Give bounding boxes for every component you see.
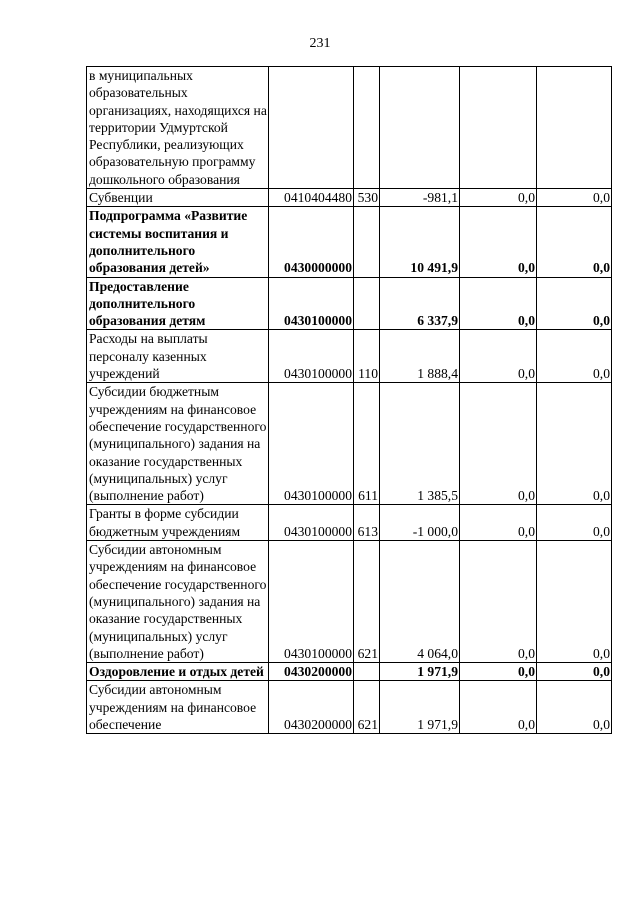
- row-value-2: 0,0: [460, 383, 537, 505]
- row-expense-type: [354, 207, 380, 277]
- row-value-2: 0,0: [460, 541, 537, 663]
- row-value-3: 0,0: [537, 505, 612, 541]
- row-code: 0410404480: [269, 189, 354, 207]
- row-name: Предоставление дополнительного образования детям: [87, 277, 269, 330]
- row-value-3: 0,0: [537, 189, 612, 207]
- table-row: [87, 505, 612, 541]
- row-code: 0430100000: [269, 277, 354, 330]
- row-value-3: 0,0: [537, 383, 612, 505]
- row-code: 0430100000: [269, 383, 354, 505]
- row-code: 0430200000: [269, 663, 354, 681]
- table-row: [87, 383, 612, 505]
- row-amount: 1 385,5: [380, 383, 460, 505]
- row-amount: 6 337,9: [380, 277, 460, 330]
- row-value-3: 0,0: [537, 541, 612, 663]
- row-name: Расходы на выплаты персоналу казенных учреждений: [87, 330, 269, 383]
- row-amount: -981,1: [380, 189, 460, 207]
- row-name: Подпрограмма «Развитие системы воспитания и дополнительного образования детей»: [87, 207, 269, 277]
- row-amount: 1 888,4: [380, 330, 460, 383]
- table-row: [87, 189, 612, 207]
- row-value-2: 0,0: [460, 330, 537, 383]
- row-value-2: [460, 67, 537, 189]
- row-value-2: 0,0: [460, 207, 537, 277]
- row-code: 0430100000: [269, 505, 354, 541]
- row-value-2: 0,0: [460, 663, 537, 681]
- row-amount: 1 971,9: [380, 681, 460, 734]
- row-amount: -1 000,0: [380, 505, 460, 541]
- row-value-3: 0,0: [537, 663, 612, 681]
- row-code: 0430100000: [269, 330, 354, 383]
- row-name: Оздоровление и отдых детей: [87, 663, 269, 681]
- table-row: [87, 663, 612, 681]
- row-value-2: 0,0: [460, 277, 537, 330]
- row-expense-type: 621: [354, 681, 380, 734]
- row-name: в муниципальных образовательных организациях, находящихся на территории Удмуртской Республики, реализующих образовательную программу дошкольного образования: [87, 67, 269, 189]
- row-expense-type: [354, 663, 380, 681]
- table-row: [87, 277, 612, 330]
- row-amount: 4 064,0: [380, 541, 460, 663]
- row-name: Субвенции: [87, 189, 269, 207]
- row-expense-type: 611: [354, 383, 380, 505]
- row-amount: 10 491,9: [380, 207, 460, 277]
- row-expense-type: 613: [354, 505, 380, 541]
- row-name: Гранты в форме субсидии бюджетным учреждениям: [87, 505, 269, 541]
- row-value-2: 0,0: [460, 681, 537, 734]
- row-name: Субсидии автономным учреждениям на финансовое обеспечение: [87, 681, 269, 734]
- row-code: 0430100000: [269, 541, 354, 663]
- row-value-3: 0,0: [537, 207, 612, 277]
- table-row: [87, 681, 612, 734]
- row-value-3: 0,0: [537, 330, 612, 383]
- row-value-3: [537, 67, 612, 189]
- row-value-2: 0,0: [460, 189, 537, 207]
- row-name: Субсидии автономным учреждениям на финансовое обеспечение государственного (муниципального) задания на оказание государственных (муниципальных) услуг (выполнение работ): [87, 541, 269, 663]
- row-code: 0430000000: [269, 207, 354, 277]
- table-row: [87, 541, 612, 663]
- row-code: 0430200000: [269, 681, 354, 734]
- table-row: [87, 207, 612, 277]
- row-amount: [380, 67, 460, 189]
- page-number: 231: [309, 36, 331, 51]
- row-expense-type: 530: [354, 189, 380, 207]
- table-row: [87, 67, 612, 189]
- row-name: Субсидии бюджетным учреждениям на финансовое обеспечение государственного (муниципального) задания на оказание государственных (муниципальных) услуг (выполнение работ): [87, 383, 269, 505]
- row-expense-type: 621: [354, 541, 380, 663]
- row-value-3: 0,0: [537, 681, 612, 734]
- row-expense-type: [354, 277, 380, 330]
- row-value-2: 0,0: [460, 505, 537, 541]
- row-value-3: 0,0: [537, 277, 612, 330]
- row-expense-type: 110: [354, 330, 380, 383]
- row-amount: 1 971,9: [380, 663, 460, 681]
- row-code: [269, 67, 354, 189]
- row-expense-type: [354, 67, 380, 189]
- budget-table: [86, 66, 612, 734]
- table-row: [87, 330, 612, 383]
